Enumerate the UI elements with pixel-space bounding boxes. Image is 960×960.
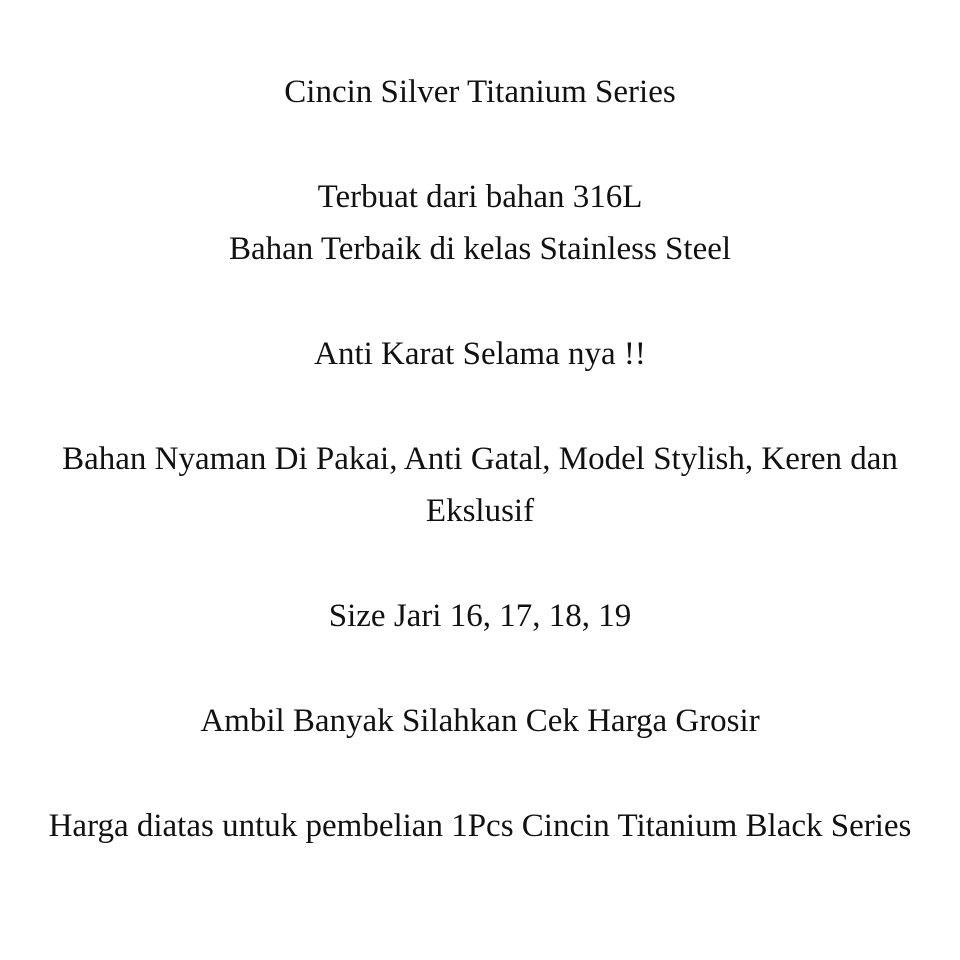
- comfort-text: Bahan Nyaman Di Pakai, Anti Gatal, Model Stylish, Keren dan: [62, 441, 898, 477]
- comfort-text-continued: Ekslusif: [425, 493, 535, 529]
- size-text: Size Jari 16, 17, 18, 19: [328, 598, 632, 634]
- material-quality-text: Bahan Terbaik di kelas Stainless Steel: [228, 231, 732, 267]
- wholesale-text: Ambil Banyak Silahkan Cek Harga Grosir: [200, 703, 760, 739]
- product-title: Cincin Silver Titanium Series: [284, 74, 676, 110]
- price-note-text: Harga diatas untuk pembelian 1Pcs Cincin Titanium Black Series: [48, 808, 912, 844]
- anti-rust-text: Anti Karat Selama nya !!: [314, 336, 646, 372]
- material-text: Terbuat dari bahan 316L: [317, 179, 643, 215]
